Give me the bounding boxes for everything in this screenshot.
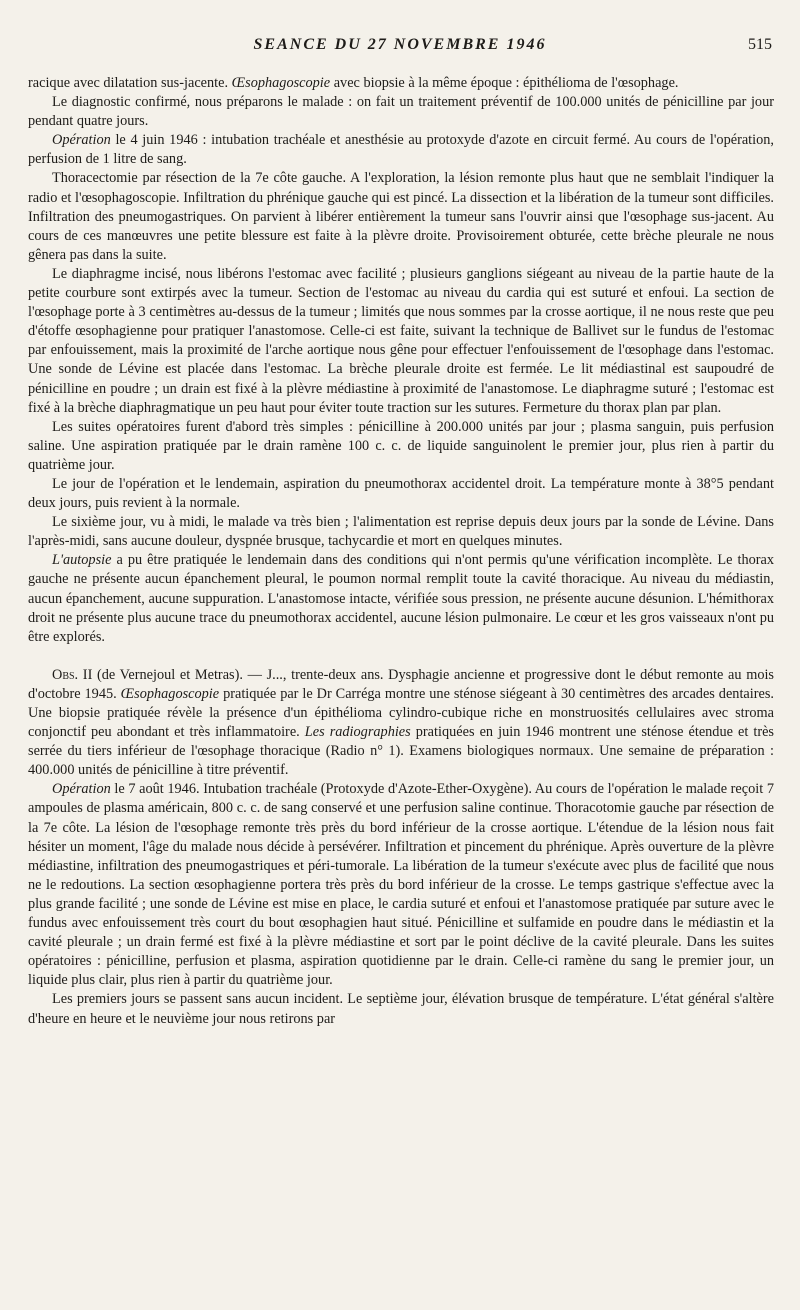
paragraph: [28, 513, 774, 551]
text-run: Thoracectomie par résection de la 7e côte gauche. A l'exploration, la lésion remonte plus haut que ne semblait l'indiquer la radio et l'œsophagoscopie. Infiltration du phrénique gauche qui est pincé. La dissection et la libération de la tumeur sont difficiles. Infiltration des pneumogastriques. On parvient à libérer entièrement la tumeur sans l'ouvrir ainsi que l'œsophage sus-jacent. Au cours de ces manœuvres une petite blessure est faite à la plèvre droite. Provisoirement obturée, cette brèche pleurale ne nous gênera pas dans la suite.: [28, 170, 774, 263]
paragraph: [28, 169, 774, 264]
paragraph: [28, 551, 774, 646]
italic-text: Œsophagoscopie: [231, 75, 331, 91]
body-text: [28, 74, 774, 1029]
paragraph: [28, 131, 774, 169]
italic-text: Opération: [52, 132, 111, 149]
text-run: Le diaphragme incisé, nous libérons l'estomac avec facilité ; plusieurs ganglions siégeant au niveau de la partie haute de la petite courbure sont extirpés avec la tumeur. Section de l'estomac au niveau du cardia qui est suturé et enfoui. La section de l'œsophage porte à 3 centimètres au-dessus de la tumeur ; limités que nous sommes par la crosse aortique, il ne nous reste que peu d'étoffe œsophagienne pour pratiquer l'anastomose. Celle-ci est faite, suivant la technique de Ballivet sur le fundus de l'estomac par enfouissement, mais la proximité de l'arche aortique nous gêne pour effectuer l'enfouissement de l'œsophage dans l'estomac. Une sonde de Lévine est placée dans l'estomac. La brèche pleurale droite est fermée. Le lit médiastinal est saupoudré de pénicilline en poudre ; un drain est fixé à la plèvre médiastine à proximité de l'anastomose. Le diaphragme suturé ; l'estomac est fixé à la brèche diaphragmatique un peu haut pour éviter toute traction sur les sutures. Fermeture du thorax plan par plan.: [28, 265, 774, 416]
text-run: le 4 juin 1946 : intubation trachéale et anesthésie au protoxyde d'azote en circuit fermé. Au cours de l'opération, perfusion de 1 litre de sang.: [28, 132, 774, 168]
paragraph: [28, 990, 774, 1028]
text-run: avec biopsie à la même époque : épithélioma de l'œsophage.: [330, 75, 679, 91]
text-run: racique avec dilatation sus-jacente.: [28, 75, 232, 91]
text-run: Les premiers jours se passent sans aucun incident. Le septième jour, élévation brusque de température. L'état général s'altère d'heure en heure et le neuvième jour nous retirons par: [28, 991, 774, 1027]
text-run: Le diagnostic confirmé, nous préparons le malade : on fait un traitement préventif de 100.000 unités de pénicilline par jour pendant quatre jours.: [28, 94, 774, 130]
text-run: Les suites opératoires furent d'abord très simples : pénicilline à 200.000 unités par jour ; plasma sanguin, puis perfusion saline. Une aspiration pratiquée par le drain ramène 100 c. c. de liquide sanguinolent le premier jour, plus rien à partir du quatrième jour.: [28, 418, 774, 473]
text-run: pratiquée par le Dr Carréga montre une sténose siégeant à 30 centimètres des arcades dentaires. Une biopsie pratiquée révèle la présence d'un épithélioma cylindro-cubique riche en monstruosités cellulaires avec stroma conjonctif peu abondant et très inflammatoire.: [28, 685, 774, 741]
text-run: Le sixième jour, vu à midi, le malade va très bien ; l'alimentation est reprise depuis deux jours par la sonde de Lévine. Dans l'après-midi, sans aucune douleur, dyspnée brusque, tachycardie et mort en quelques minutes.: [28, 514, 774, 550]
text-run: II (de Vernejoul et Metras). — J..., trente-deux ans. Dysphagie ancienne et progressive dont le début remonte au mois d'octobre 1945.: [28, 666, 774, 702]
paragraph: [28, 93, 774, 131]
paragraph: [28, 265, 774, 418]
paragraph: [28, 780, 774, 990]
text-run: pratiquées en juin 1946 montrent une sténose étendue et très serrée du tiers inférieur de l'œsophage thoracique (Radio n° 1). Examens biologiques normaux. Une semaine de préparation : 400.000 unités de pénicilline à titre préventif.: [28, 724, 774, 779]
running-title: SEANCE DU 27 NOVEMBRE 1946: [253, 36, 547, 53]
paragraph: [28, 418, 774, 475]
italic-text: Opération: [52, 781, 111, 798]
paragraph: [28, 666, 774, 781]
small-caps-text: Obs.: [52, 666, 79, 683]
page-header: [28, 36, 772, 58]
paragraph: [28, 475, 774, 513]
italic-text: L'autopsie: [52, 552, 112, 569]
text-run: a pu être pratiquée le lendemain dans des conditions qui n'ont permis qu'une vérification incomplète. Le thorax gauche ne présente aucun épanchement pleural, le poumon normal remplit toute la cavité thoracique. Au niveau du médiastin, aucun épanchement, aucune suppuration. L'anastomose intacte, vérifiée sous pression, ne présente aucune désunion. L'hémithorax droit ne présente plus aucune trace du pneumothorax accidentel, aucune lésion pulmonaire. Le cœur et les gros vaisseaux n'ont pu être explorés.: [28, 552, 774, 645]
paragraph: [28, 74, 774, 93]
italic-text: Œsophagoscopie: [120, 685, 220, 702]
italic-text: Les radiographies: [304, 724, 411, 741]
text-run: le 7 août 1946. Intubation trachéale (Protoxyde d'Azote-Ether-Oxygène). Au cours de l'opération le malade reçoit 7 ampoules de plasma américain, 800 c. c. de sang conservé et une perfusion saline continue. Thoracotomie gauche par résection de la 7e côte. La lésion de l'œsophage remonte très près du bord inférieur de la crosse aortique. L'étendue de la lésion nous fait hésiter un moment, l'âge du malade nous décide à persévérer. Infiltration et pincement du phrénique. Après ouverture de la plèvre médiastine, infiltration des pneumogastriques et péri-tumorale. La libération de la tumeur s'exécute avec plus de facilité que nous ne le redoutions. La section œsophagienne portera très près du bord inférieur de la crosse. Le temps gastrique s'effectue avec la plus grande facilité ; une sonde de Lévine est mise en place, le cardia suturé et enfoui et l'anastomose pratiquée par suture avec le fundus avec enfouissement très court du bout œsophagien haut situé. Pénicilline et sulfamide en poudre dans le médiastin et la cavité pleurale ; un drain fermé est fixé à la plèvre médiastine et sort par le point déclive de la cavité pleurale. Dans les suites opératoires : pénicilline, perfusion et plasma, aspiration quotidienne par le drain. Celle-ci ramène du sang le premier jour, un liquide plus clair, plus rien à partir du quatrième jour.: [28, 781, 774, 989]
text-run: Le jour de l'opération et le lendemain, aspiration du pneumothorax accidentel droit. La température monte à 38°5 pendant deux jours, puis revient à la normale.: [28, 475, 774, 512]
page-number: 515: [748, 36, 772, 53]
